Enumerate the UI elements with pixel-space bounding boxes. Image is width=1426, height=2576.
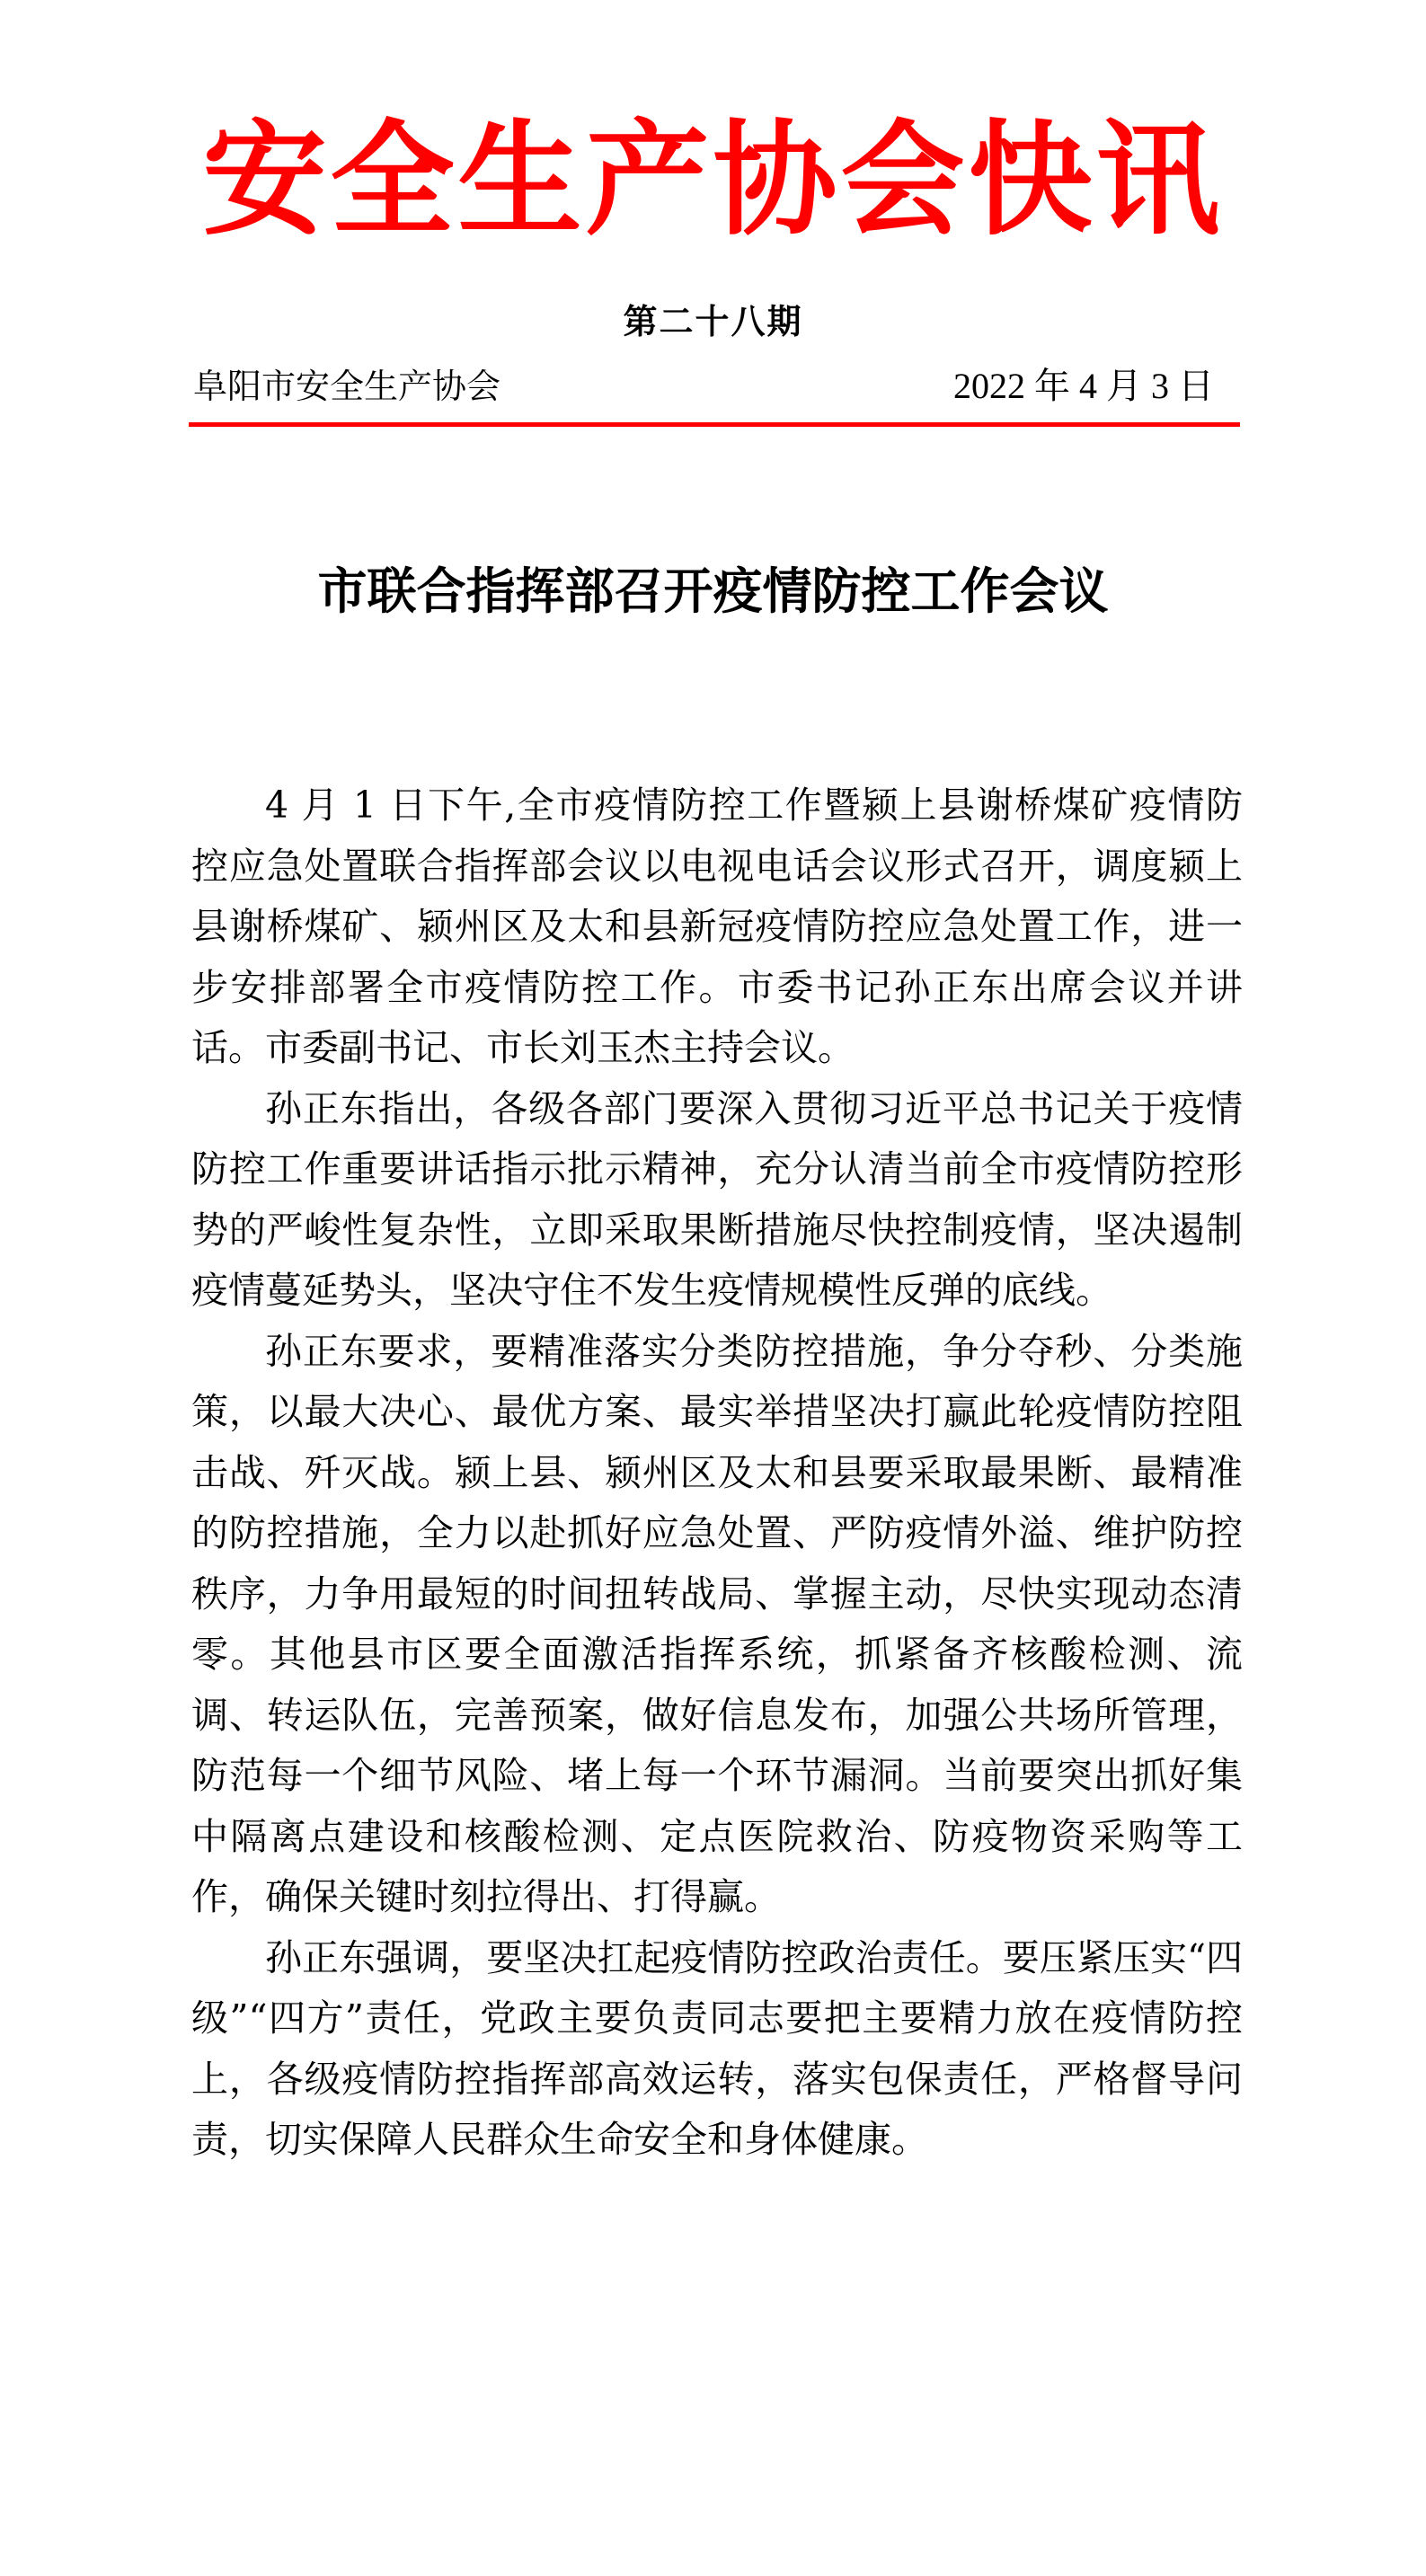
article-title: 市联合指挥部召开疫情防控工作会议	[317, 562, 1109, 620]
red-divider-line	[189, 422, 1240, 427]
masthead-title: 安全生产协会快讯	[202, 106, 1224, 252]
article-paragraph: 孙正东强调，要坚决扛起疫情防控政治责任。要压紧压实“四级”“四方”责任，党政主要负责同志要把主要精力放在疫情防控上，各级疫情防控指挥部高效运转，落实包保责任，严格督导问责，切实保障人民群众生命安全和身体健康。	[191, 1935, 1243, 2161]
article-paragraph: 孙正东要求，要精准落实分类防控措施，争分夺秒、分类施策，以最大决心、最优方案、最实举措坚决打赢此轮疫情防控阻击战、歼灭战。颍上县、颍州区及太和县要采取最果断、最精准的防控措施，全力以赴抓好应急处置、严防疫情外溢、维护防控秩序，力争用最短的时间扭转战局、掌握主动，尽快实现动态清零。其他县市区要全面激活指挥系统，抓紧备齐核酸检测、流调、转运队伍，完善预案，做好信息发布，加强公共场所管理，防范每一个细节风险、堵上每一个环节漏洞。当前要突出抓好集中隔离点建设和核酸检测、定点医院救治、防疫物资采购等工作，确保关键时刻拉得出、打得赢。	[191, 1329, 1243, 1918]
issue-date: 2022 年 4 月 3 日	[953, 366, 1214, 406]
article-paragraph: 4 月 1 日下午,全市疫情防控工作暨颍上县谢桥煤矿疫情防控应急处置联合指挥部会议以电视电话会议形式召开，调度颍上县谢桥煤矿、颍州区及太和县新冠疫情防控应急处置工作，进一步安排部署全市疫情防控工作。市委书记孙正东出席会议并讲话。市委副书记、市长刘玉杰主持会议。	[191, 783, 1243, 1069]
publisher-name: 阜阳市安全生产协会	[193, 367, 501, 406]
issue-number: 第二十八期	[623, 301, 803, 341]
article-paragraph: 孙正东指出，各级各部门要深入贯彻习近平总书记关于疫情防控工作重要讲话指示批示精神，充分认清当前全市疫情防控形势的严峻性复杂性，立即采取果断措施尽快控制疫情，坚决遏制疫情蔓延势头，坚决守住不发生疫情规模性反弹的底线。	[191, 1086, 1243, 1312]
article-body	[191, 775, 1243, 2171]
